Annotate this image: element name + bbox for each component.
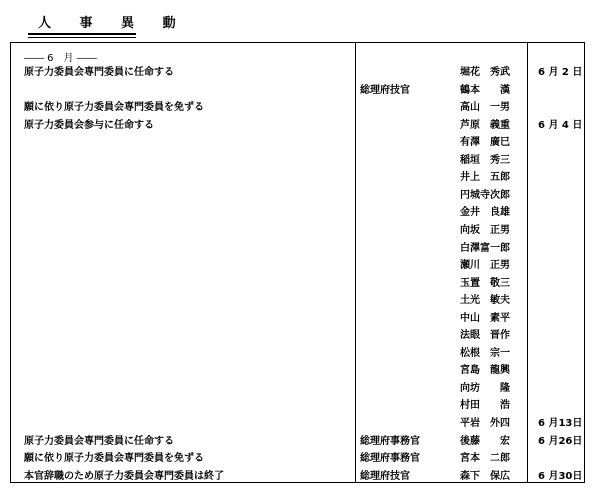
name-cell: 瀬川 正男 [460,260,510,271]
name-cell: 村田 浩 [460,400,510,411]
title-underline [28,33,136,35]
date-cell: 6 月 2 日 [538,67,583,78]
post-cell: 総理府事務官 [360,453,420,464]
post-cell: 総理府事務官 [360,436,420,447]
date-cell: 6 月13日 [538,418,583,429]
name-cell: 平岩 外四 [460,418,510,429]
name-cell: 土光 敏夫 [460,295,510,306]
name-cell: 稲垣 秀三 [460,155,510,166]
column-divider-post [355,42,356,483]
name-cell: 芦原 義重 [460,120,510,131]
name-cell: 法眼 晋作 [460,330,510,341]
action-cell: 本官辞職のため原子力委員会専門委員は終了 [24,471,224,482]
name-cell: 松根 宗一 [460,348,510,359]
action-cell: 原子力委員会専門委員に任命する [24,436,174,447]
action-cell: 願に依り原子力委員会専門委員を免ずる [24,102,204,113]
name-cell: 向坊 隆 [460,383,510,394]
action-cell: 原子力委員会専門委員に任命する [24,67,174,78]
name-cell: 金井 良雄 [460,207,510,218]
name-cell: 鶴本 漢 [460,85,510,96]
name-cell: 森下 保広 [460,471,510,482]
title-underline-thin [28,37,136,38]
section-title [28,8,188,34]
name-cell: 井上 五郎 [460,172,510,183]
date-cell: 6 月26日 [538,436,583,447]
name-cell: 有澤 廣巳 [460,137,510,148]
name-cell: 玉置 敬三 [460,278,510,289]
column-divider-date [527,42,528,483]
title-text: 人 事 異 動 [38,16,188,31]
post-cell: 総理府技官 [360,471,410,482]
action-cell: 原子力委員会参与に任命する [24,120,154,131]
name-cell: 宮本 二郎 [460,453,510,464]
name-cell: 堀花 秀武 [460,67,510,78]
date-cell: 6 月 4 日 [538,120,583,131]
name-cell: 宮島 龍興 [460,365,510,376]
name-cell: 白澤富一郎 [460,243,510,254]
name-cell: 向坂 正男 [460,225,510,236]
action-cell: 願に依り原子力委員会専門委員を免ずる [24,453,204,464]
name-cell: 円城寺次郎 [460,190,510,201]
name-cell: 後藤 宏 [460,436,510,447]
date-cell: 6 月30日 [538,471,583,482]
name-cell: 中山 素平 [460,313,510,324]
post-cell: 総理府技官 [360,85,410,96]
month-heading: ―― 6 月 ―― [24,53,97,64]
name-cell: 高山 一男 [460,102,510,113]
